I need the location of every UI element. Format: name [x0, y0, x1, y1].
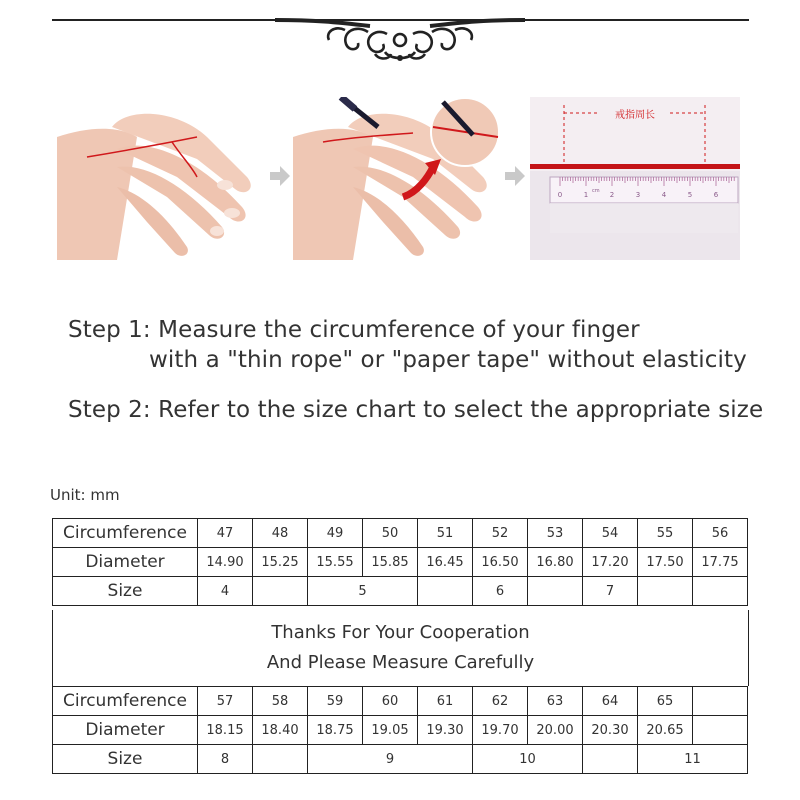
unit-label: Unit: mm	[50, 486, 120, 504]
measure-notice	[52, 610, 749, 686]
size-cell	[253, 745, 308, 774]
size-cell: 6	[473, 577, 528, 606]
size-cell: 11	[638, 745, 748, 774]
diameter-cell: 20.30	[583, 716, 638, 745]
size-cell: 5	[308, 577, 418, 606]
size-cell	[528, 577, 583, 606]
step-1-text: Step 1: Measure the circumference of your finger	[68, 317, 640, 343]
circumference-cell: 65	[638, 687, 693, 716]
diameter-label: Diameter	[53, 716, 198, 745]
ornament-flourish-icon	[275, 14, 525, 66]
circumference-cell	[693, 687, 748, 716]
diameter-cell: 16.80	[528, 548, 583, 577]
hand-with-rope-photo	[57, 97, 267, 260]
step-1-continuation: with a "thin rope" or "paper tape" without elasticity	[149, 347, 747, 373]
circumference-row	[53, 687, 748, 716]
size-cell	[583, 745, 638, 774]
size-row	[53, 577, 748, 606]
diameter-cell: 17.50	[638, 548, 693, 577]
circumference-cell: 50	[363, 519, 418, 548]
diameter-cell: 18.40	[253, 716, 308, 745]
circumference-cell: 51	[418, 519, 473, 548]
circumference-cell: 62	[473, 687, 528, 716]
size-label: Size	[53, 745, 198, 774]
diameter-label: Diameter	[53, 548, 198, 577]
circumference-cell: 58	[253, 687, 308, 716]
notice-line-2: And Please Measure Carefully	[266, 652, 535, 673]
diameter-row	[53, 716, 748, 745]
diameter-cell: 19.05	[363, 716, 418, 745]
size-chart-table-1	[52, 518, 748, 606]
circumference-cell: 48	[253, 519, 308, 548]
diameter-cell: 20.65	[638, 716, 693, 745]
size-cell: 4	[198, 577, 253, 606]
arrow-right-icon	[505, 165, 525, 187]
mark-rope-with-pen-photo	[293, 97, 503, 260]
diameter-cell: 18.15	[198, 716, 253, 745]
circumference-cell: 59	[308, 687, 363, 716]
ruler-tick-label: 5	[687, 191, 693, 199]
diameter-cell: 15.55	[308, 548, 363, 577]
ruler-tick-label: 3	[635, 191, 641, 199]
size-cell: 7	[583, 577, 638, 606]
ruler-tick-label: 0	[557, 191, 563, 199]
diameter-cell: 18.75	[308, 716, 363, 745]
size-chart-table-2	[52, 686, 748, 774]
diameter-cell	[693, 716, 748, 745]
diameter-row	[53, 548, 748, 577]
circumference-cell: 63	[528, 687, 583, 716]
size-cell	[638, 577, 693, 606]
diameter-cell: 16.45	[418, 548, 473, 577]
ruler-tick-label: 4	[661, 191, 667, 199]
diameter-cell: 15.85	[363, 548, 418, 577]
size-cell: 10	[473, 745, 583, 774]
size-cell	[253, 577, 308, 606]
circumference-cell: 53	[528, 519, 583, 548]
circumference-cell: 49	[308, 519, 363, 548]
rope-on-ruler-photo	[530, 97, 740, 260]
circumference-cell: 61	[418, 687, 473, 716]
circumference-cell: 60	[363, 687, 418, 716]
circumference-cell: 52	[473, 519, 528, 548]
circumference-cell: 55	[638, 519, 693, 548]
diameter-cell: 17.20	[583, 548, 638, 577]
circumference-cell: 47	[198, 519, 253, 548]
ruler-tick-label: 6	[713, 191, 719, 199]
diameter-cell: 16.50	[473, 548, 528, 577]
arrow-right-icon	[270, 165, 290, 187]
ruler-tick-label: 1	[583, 191, 589, 199]
circumference-cell: 57	[198, 687, 253, 716]
ruler-tick-label: 2	[609, 191, 615, 199]
circumference-row	[53, 519, 748, 548]
step-2-text: Step 2: Refer to the size chart to select the appropriate size	[68, 397, 764, 423]
circumference-label: Circumference	[53, 519, 198, 548]
diameter-cell: 20.00	[528, 716, 583, 745]
diameter-cell: 19.70	[473, 716, 528, 745]
ruler-unit: cm	[592, 188, 600, 194]
notice-line-1: Thanks For Your Cooperation	[271, 622, 530, 643]
diameter-cell: 19.30	[418, 716, 473, 745]
size-cell: 8	[198, 745, 253, 774]
size-row	[53, 745, 748, 774]
size-cell	[418, 577, 473, 606]
tape-label: 戒指周长	[615, 110, 655, 121]
circumference-cell: 54	[583, 519, 638, 548]
diameter-cell: 15.25	[253, 548, 308, 577]
circumference-cell: 56	[693, 519, 748, 548]
size-cell: 9	[308, 745, 473, 774]
circumference-cell: 64	[583, 687, 638, 716]
diameter-cell: 14.90	[198, 548, 253, 577]
circumference-label: Circumference	[53, 687, 198, 716]
size-cell	[693, 577, 748, 606]
diameter-cell: 17.75	[693, 548, 748, 577]
size-label: Size	[53, 577, 198, 606]
